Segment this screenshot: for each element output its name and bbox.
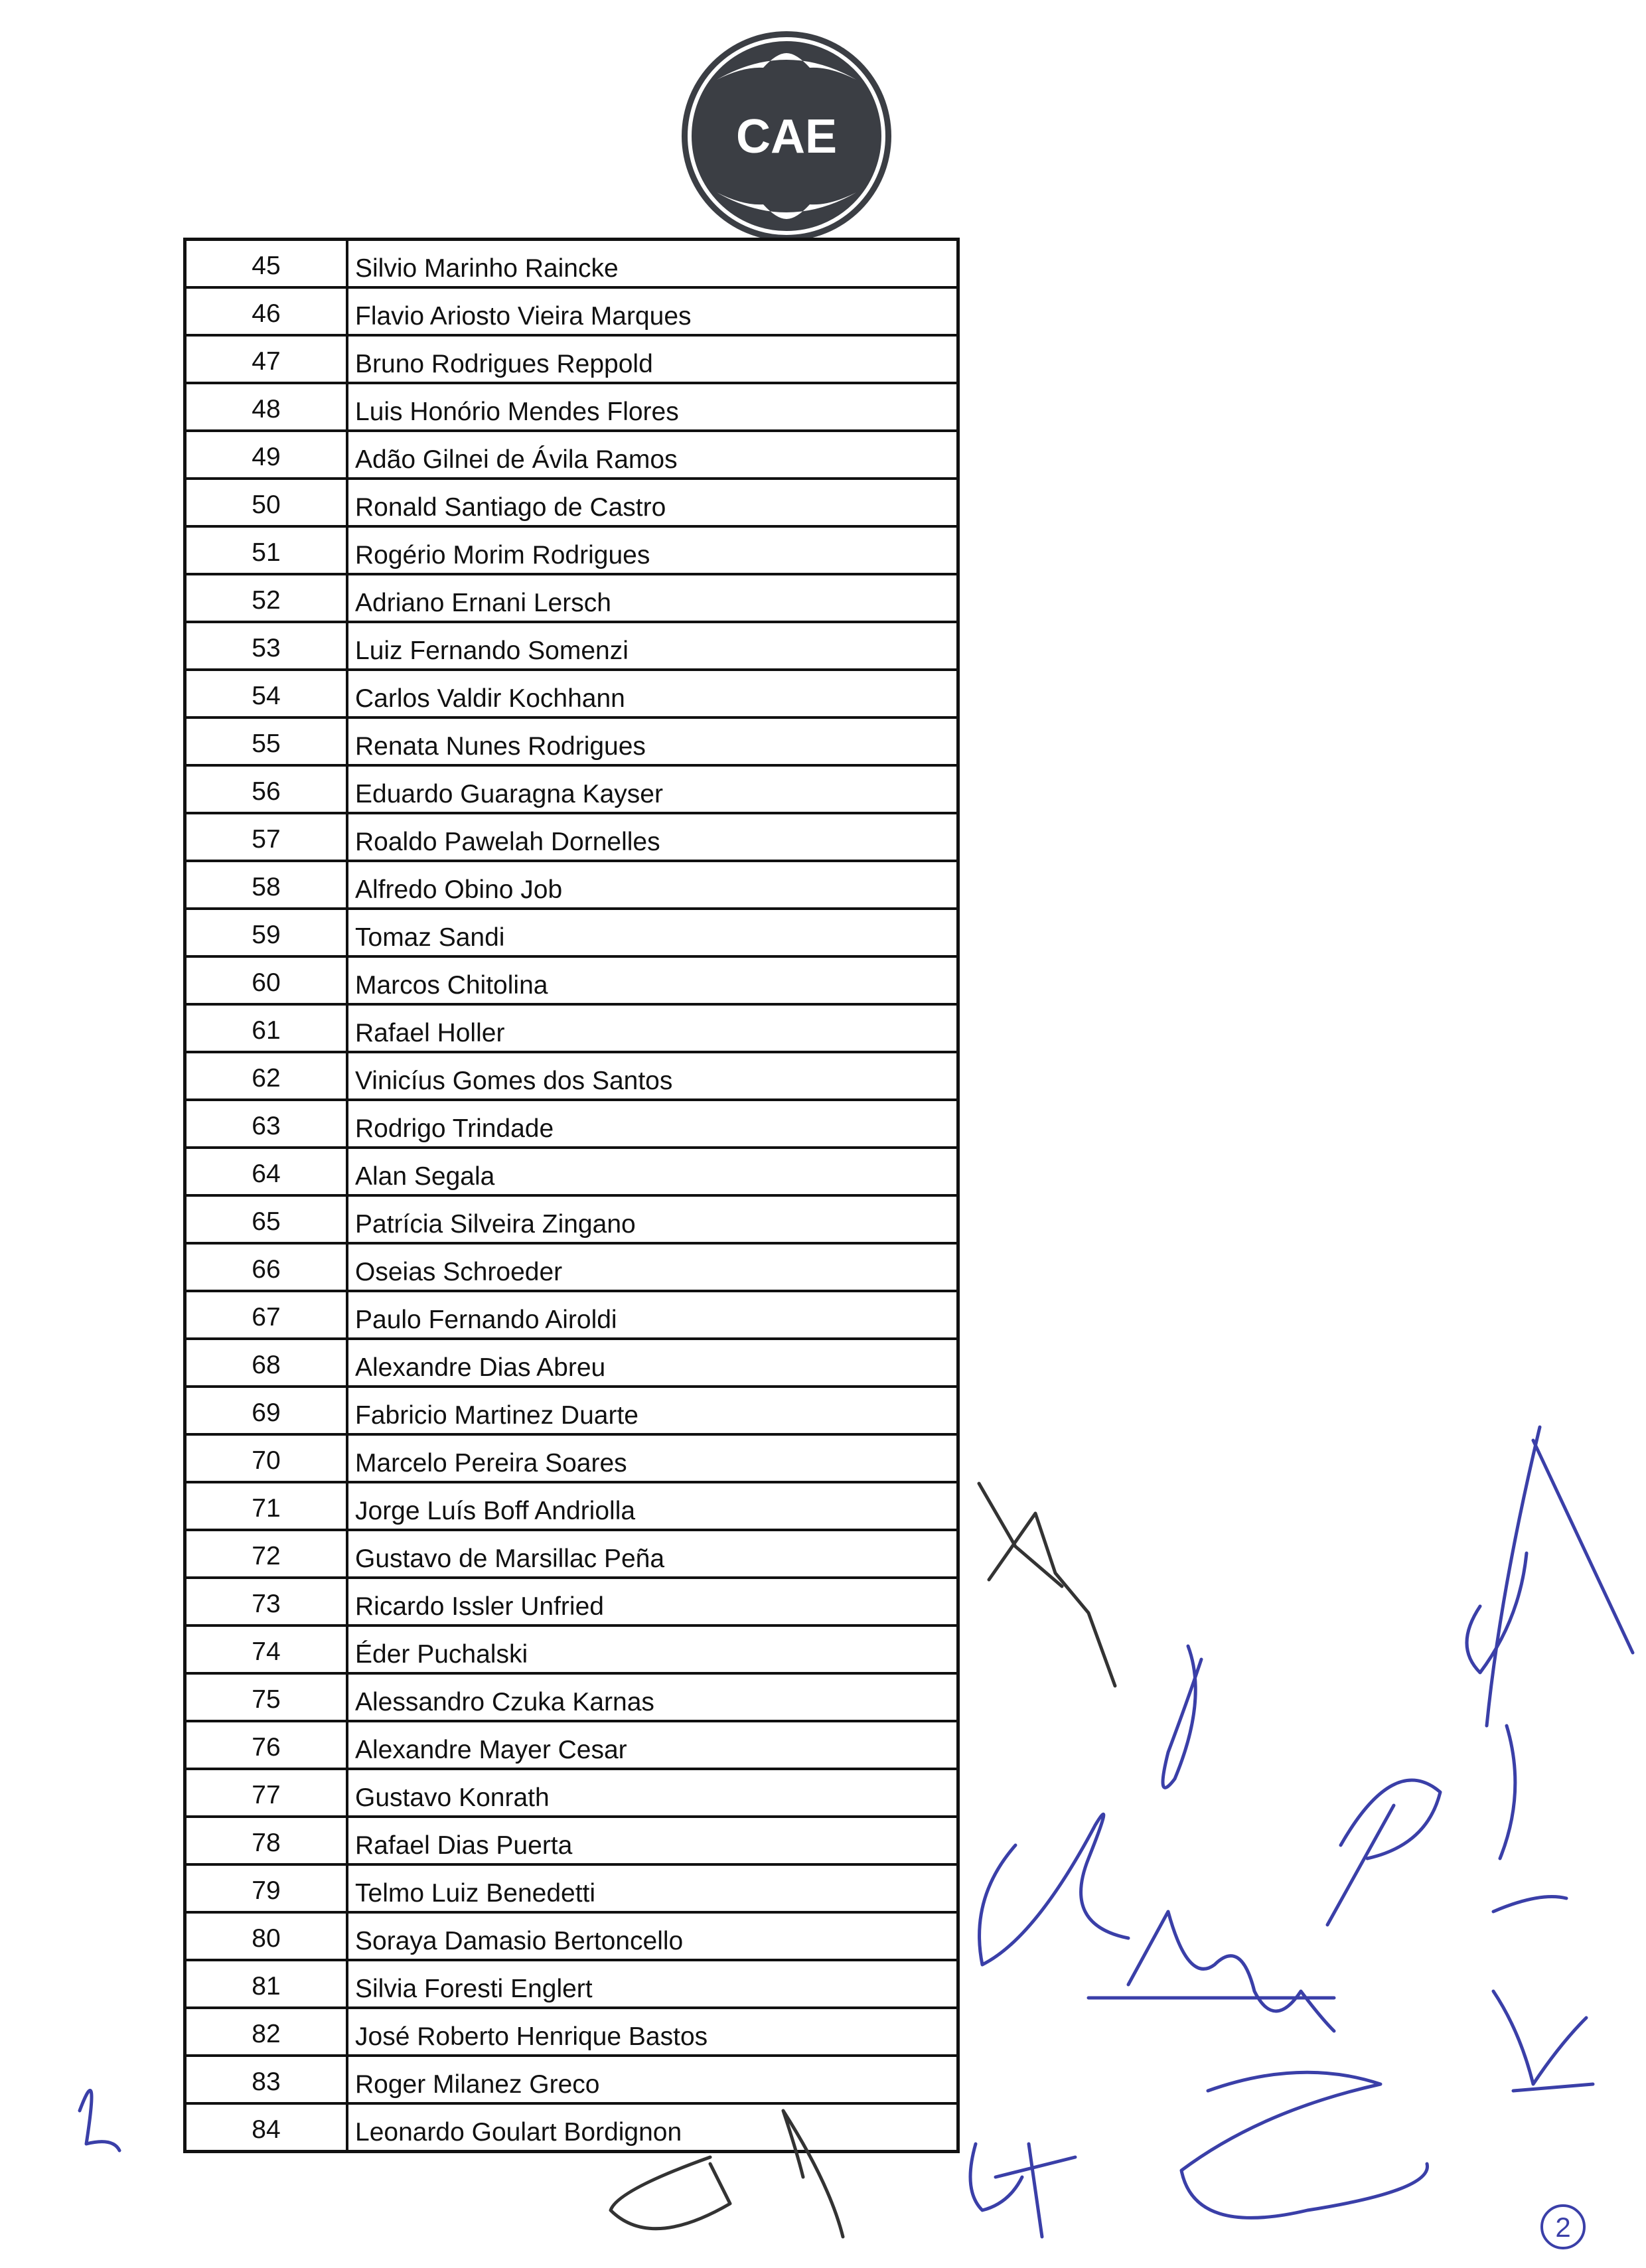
signature-mark bbox=[1163, 1646, 1201, 1787]
member-name: Gustavo de Marsillac Peña bbox=[347, 1530, 958, 1578]
roster-body bbox=[185, 240, 958, 2152]
member-name: Adão Gilnei de Ávila Ramos bbox=[347, 431, 958, 479]
row-number: 60 bbox=[185, 956, 348, 1004]
row-number: 76 bbox=[185, 1721, 348, 1769]
row-number: 75 bbox=[185, 1673, 348, 1721]
member-name: Bruno Rodrigues Reppold bbox=[347, 335, 958, 383]
member-name: Roger Milanez Greco bbox=[347, 2056, 958, 2103]
member-name: Silvio Marinho Raincke bbox=[347, 240, 958, 288]
member-name: Luiz Fernando Somenzi bbox=[347, 622, 958, 670]
table-row bbox=[185, 287, 958, 335]
table-row bbox=[185, 1578, 958, 1625]
roster-table bbox=[183, 238, 960, 2153]
row-number: 78 bbox=[185, 1817, 348, 1864]
signature-mark bbox=[1327, 1780, 1440, 1925]
row-number: 50 bbox=[185, 479, 348, 526]
table-row bbox=[185, 1291, 958, 1339]
table-row bbox=[185, 765, 958, 813]
table-row bbox=[185, 1148, 958, 1195]
member-name: Alexandre Mayer Cesar bbox=[347, 1721, 958, 1769]
table-row bbox=[185, 1864, 958, 1912]
member-name: Rafael Dias Puerta bbox=[347, 1817, 958, 1864]
table-row bbox=[185, 479, 958, 526]
table-row bbox=[185, 1052, 958, 1100]
row-number: 83 bbox=[185, 2056, 348, 2103]
table-row bbox=[185, 1004, 958, 1052]
table-row bbox=[185, 526, 958, 574]
table-row bbox=[185, 1434, 958, 1482]
member-name: Luis Honório Mendes Flores bbox=[347, 383, 958, 431]
table-row bbox=[185, 1912, 958, 1960]
member-name: Telmo Luiz Benedetti bbox=[347, 1864, 958, 1912]
row-number: 68 bbox=[185, 1339, 348, 1387]
table-row bbox=[185, 1530, 958, 1578]
cae-logo bbox=[677, 27, 896, 246]
member-name: Soraya Damasio Bertoncello bbox=[347, 1912, 958, 1960]
table-row bbox=[185, 1673, 958, 1721]
row-number: 48 bbox=[185, 383, 348, 431]
row-number: 82 bbox=[185, 2008, 348, 2056]
row-number: 61 bbox=[185, 1004, 348, 1052]
member-name: Fabricio Martinez Duarte bbox=[347, 1387, 958, 1434]
row-number: 63 bbox=[185, 1100, 348, 1148]
table-row bbox=[185, 622, 958, 670]
member-name: Rogério Morim Rodrigues bbox=[347, 526, 958, 574]
table-row bbox=[185, 861, 958, 909]
table-row bbox=[185, 2008, 958, 2056]
row-number: 72 bbox=[185, 1530, 348, 1578]
row-number: 55 bbox=[185, 718, 348, 765]
row-number: 52 bbox=[185, 574, 348, 622]
member-name: Alfredo Obino Job bbox=[347, 861, 958, 909]
member-name: Silvia Foresti Englert bbox=[347, 1960, 958, 2008]
table-row bbox=[185, 1339, 958, 1387]
page-number-text: 2 bbox=[1555, 2212, 1571, 2243]
table-row bbox=[185, 1960, 958, 2008]
table-row bbox=[185, 1195, 958, 1243]
member-name: Adriano Ernani Lersch bbox=[347, 574, 958, 622]
signature-mark bbox=[979, 1483, 1115, 1686]
member-name: Tomaz Sandi bbox=[347, 909, 958, 956]
table-row bbox=[185, 574, 958, 622]
member-name: Éder Puchalski bbox=[347, 1625, 958, 1673]
row-number: 45 bbox=[185, 240, 348, 288]
row-number: 81 bbox=[185, 1960, 348, 2008]
member-name: Alexandre Dias Abreu bbox=[347, 1339, 958, 1387]
member-name: José Roberto Henrique Bastos bbox=[347, 2008, 958, 2056]
row-number: 65 bbox=[185, 1195, 348, 1243]
member-name: Patrícia Silveira Zingano bbox=[347, 1195, 958, 1243]
member-name: Oseias Schroeder bbox=[347, 1243, 958, 1291]
table-row bbox=[185, 1721, 958, 1769]
row-number: 70 bbox=[185, 1434, 348, 1482]
row-number: 67 bbox=[185, 1291, 348, 1339]
member-name: Jorge Luís Boff Andriolla bbox=[347, 1482, 958, 1530]
member-name: Roaldo Pawelah Dornelles bbox=[347, 813, 958, 861]
table-row bbox=[185, 383, 958, 431]
member-name: Alessandro Czuka Karnas bbox=[347, 1673, 958, 1721]
table-row bbox=[185, 1625, 958, 1673]
signature-mark bbox=[1493, 1726, 1566, 1912]
table-row bbox=[185, 240, 958, 288]
member-name: Renata Nunes Rodrigues bbox=[347, 718, 958, 765]
table-row bbox=[185, 1387, 958, 1434]
row-number: 53 bbox=[185, 622, 348, 670]
member-name: Marcelo Pereira Soares bbox=[347, 1434, 958, 1482]
signature-mark bbox=[1181, 2072, 1428, 2218]
page-number-mark bbox=[1542, 2206, 1584, 2248]
table-row bbox=[185, 909, 958, 956]
signature-mark bbox=[1493, 1991, 1593, 2091]
row-number: 57 bbox=[185, 813, 348, 861]
table-row bbox=[185, 431, 958, 479]
logo-text: CAE bbox=[735, 110, 838, 163]
row-number: 62 bbox=[185, 1052, 348, 1100]
row-number: 56 bbox=[185, 765, 348, 813]
row-number: 80 bbox=[185, 1912, 348, 1960]
row-number: 64 bbox=[185, 1148, 348, 1195]
row-number: 69 bbox=[185, 1387, 348, 1434]
signature-mark bbox=[80, 2091, 119, 2151]
row-number: 46 bbox=[185, 287, 348, 335]
member-name: Rodrigo Trindade bbox=[347, 1100, 958, 1148]
member-name: Ronald Santiago de Castro bbox=[347, 479, 958, 526]
table-row bbox=[185, 1243, 958, 1291]
table-row bbox=[185, 1769, 958, 1817]
member-name: Gustavo Konrath bbox=[347, 1769, 958, 1817]
signature-mark bbox=[970, 2144, 1075, 2237]
member-name: Paulo Fernando Airoldi bbox=[347, 1291, 958, 1339]
signature-mark bbox=[980, 1814, 1128, 1965]
member-name: Eduardo Guaragna Kayser bbox=[347, 765, 958, 813]
table-row bbox=[185, 2103, 958, 2152]
table-row bbox=[185, 1817, 958, 1864]
member-name: Marcos Chitolina bbox=[347, 956, 958, 1004]
row-number: 74 bbox=[185, 1625, 348, 1673]
member-name: Alan Segala bbox=[347, 1148, 958, 1195]
row-number: 49 bbox=[185, 431, 348, 479]
member-name: Ricardo Issler Unfried bbox=[347, 1578, 958, 1625]
member-name: Rafael Holler bbox=[347, 1004, 958, 1052]
member-name: Vinicíus Gomes dos Santos bbox=[347, 1052, 958, 1100]
table-row bbox=[185, 1100, 958, 1148]
row-number: 54 bbox=[185, 670, 348, 718]
table-row bbox=[185, 1482, 958, 1530]
row-number: 47 bbox=[185, 335, 348, 383]
row-number: 66 bbox=[185, 1243, 348, 1291]
member-name: Flavio Ariosto Vieira Marques bbox=[347, 287, 958, 335]
table-row bbox=[185, 718, 958, 765]
row-number: 84 bbox=[185, 2103, 348, 2152]
member-name: Carlos Valdir Kochhann bbox=[347, 670, 958, 718]
row-number: 71 bbox=[185, 1482, 348, 1530]
row-number: 58 bbox=[185, 861, 348, 909]
row-number: 51 bbox=[185, 526, 348, 574]
row-number: 59 bbox=[185, 909, 348, 956]
table-row bbox=[185, 813, 958, 861]
signature-mark bbox=[1088, 1912, 1334, 2031]
signature-mark bbox=[1467, 1427, 1633, 1726]
table-row bbox=[185, 670, 958, 718]
table-row bbox=[185, 335, 958, 383]
row-number: 73 bbox=[185, 1578, 348, 1625]
table-row bbox=[185, 956, 958, 1004]
row-number: 77 bbox=[185, 1769, 348, 1817]
member-name: Leonardo Goulart Bordignon bbox=[347, 2103, 958, 2152]
row-number: 79 bbox=[185, 1864, 348, 1912]
table-row bbox=[185, 2056, 958, 2103]
